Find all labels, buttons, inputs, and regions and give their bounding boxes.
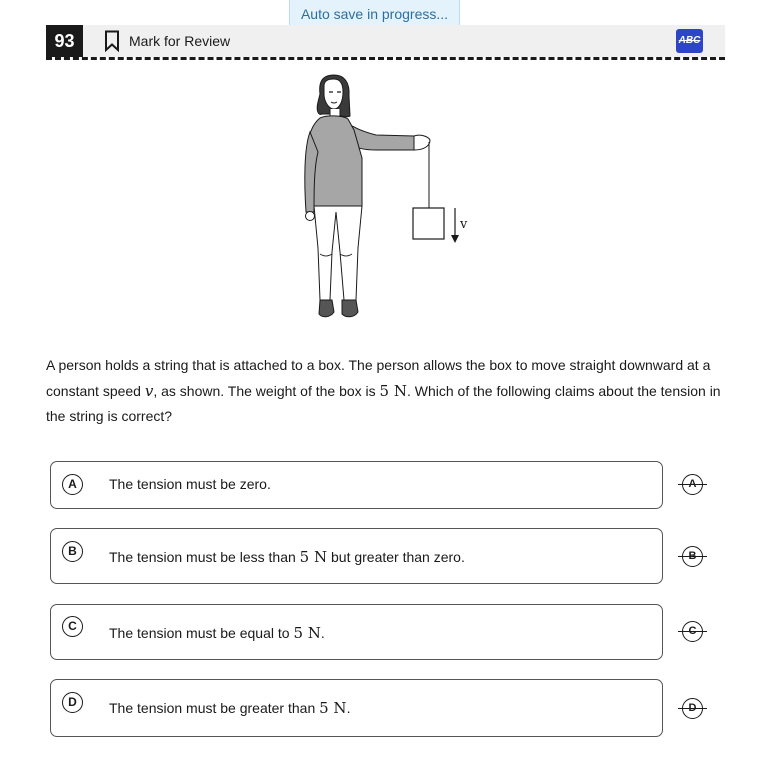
question-weight: 5 N <box>379 381 407 400</box>
choice-b-text-before: The tension must be less than <box>109 549 300 565</box>
choice-c-text-before: The tension must be equal to <box>109 625 294 641</box>
question-part2: , as shown. The weight of the box is <box>153 382 380 399</box>
choice-a-text-before: The tension must be zero. <box>109 476 271 492</box>
choice-b-letter: B <box>62 541 83 562</box>
choice-b-math: 5 N <box>299 548 328 566</box>
mark-for-review-button[interactable] <box>104 29 230 53</box>
question-part1: A person holds a string that is attached to a box. The person allows the box to move straight downward at a constant speed <box>46 357 711 399</box>
person-holding-box-figure <box>296 72 476 328</box>
strike-choice-a-button[interactable]: A <box>682 474 703 495</box>
choice-d-text-after: . <box>346 700 351 716</box>
choice-d-text <box>109 699 350 717</box>
strike-choice-b-button[interactable]: B <box>682 546 703 567</box>
person-hand <box>414 135 430 150</box>
person-shoes <box>319 300 358 317</box>
choice-a-text <box>109 476 271 492</box>
question-header <box>46 25 725 57</box>
question-speed-var: v <box>144 381 154 400</box>
choice-b-text-after: but greater than zero. <box>327 549 465 565</box>
choice-a-letter: A <box>62 474 83 495</box>
autosave-toast-text: Auto save in progress... <box>300 6 449 22</box>
choice-d-math: 5 N <box>319 699 347 717</box>
box <box>413 208 444 239</box>
choice-d-letter: D <box>62 692 83 713</box>
choice-b-text <box>109 548 465 566</box>
abc-label: ABC <box>678 35 701 46</box>
choice-d[interactable] <box>50 679 663 737</box>
choice-c[interactable] <box>50 604 663 660</box>
choice-b[interactable] <box>50 528 663 584</box>
bookmark-icon <box>104 30 120 52</box>
choice-c-letter: C <box>62 616 83 637</box>
choice-c-text-after: . <box>320 625 325 641</box>
mark-for-review-label: Mark for Review <box>129 33 231 49</box>
person-legs <box>314 206 362 300</box>
choice-d-text-before: The tension must be greater than <box>109 700 320 716</box>
answer-eliminator-toggle[interactable] <box>676 29 703 53</box>
choice-c-text <box>109 624 325 642</box>
choice-c-math: 5 N <box>293 624 321 642</box>
header-divider <box>46 57 725 60</box>
strike-choice-c-button[interactable]: C <box>682 621 703 642</box>
person-face <box>324 79 343 109</box>
strike-choice-d-button[interactable]: D <box>682 698 703 719</box>
velocity-label: v <box>460 217 468 232</box>
choice-a[interactable] <box>50 461 663 509</box>
question-text <box>46 353 736 430</box>
question-number: 93 <box>46 25 83 57</box>
question-part3: . Which of the following claims about the tension in the string is correct? <box>46 382 721 424</box>
